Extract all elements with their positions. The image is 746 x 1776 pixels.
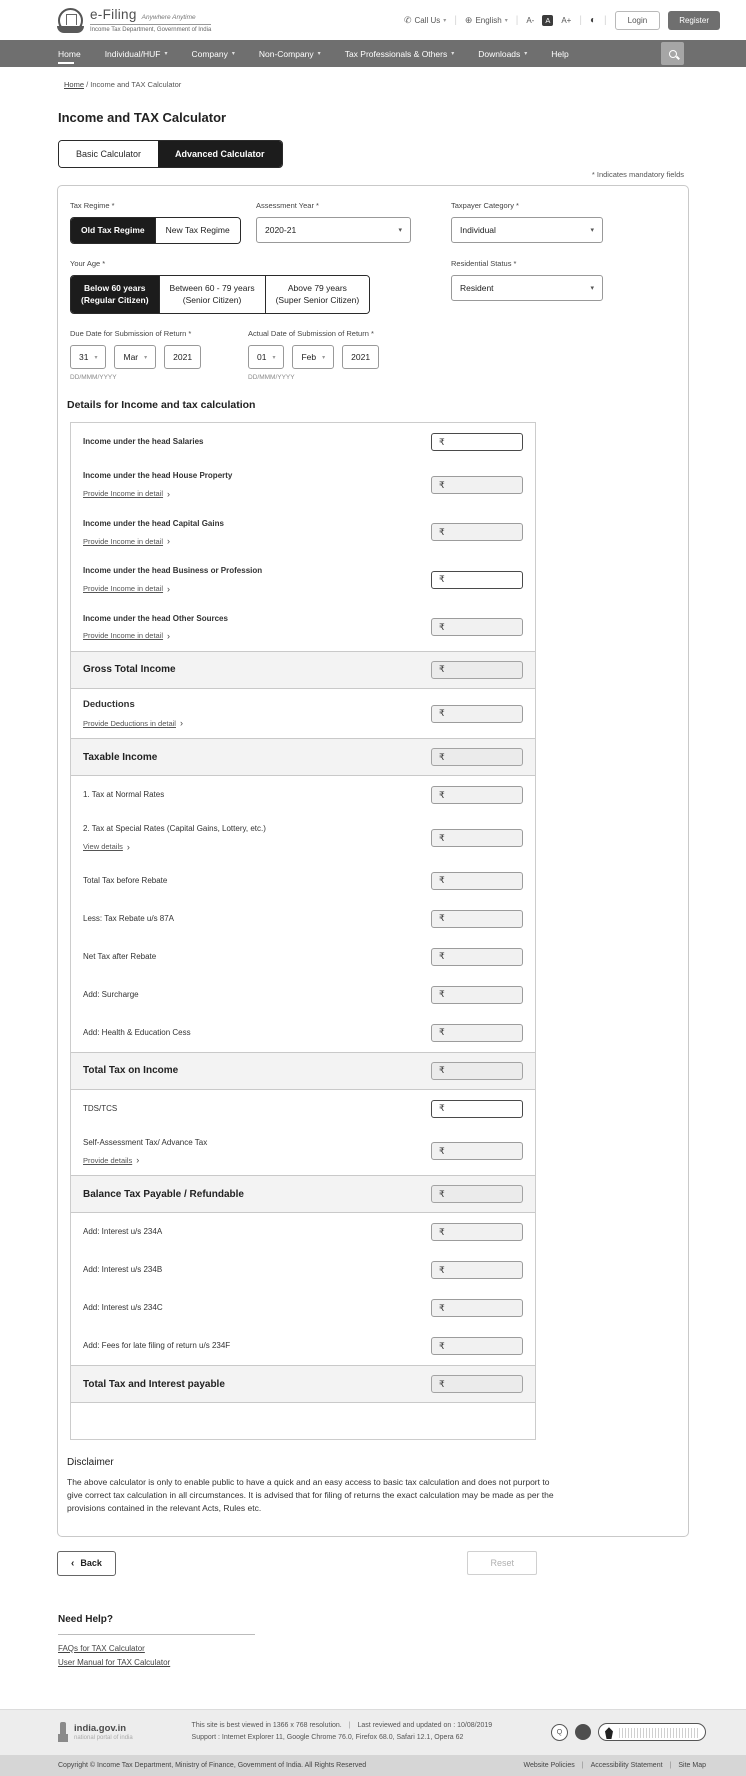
footer-link-site-map[interactable]: Site Map bbox=[678, 1761, 706, 1769]
row-label: Income under the head Other Sources bbox=[83, 613, 228, 623]
rupee-symbol: ₹ bbox=[439, 1340, 445, 1351]
chevron-down-icon: ▾ bbox=[451, 51, 455, 57]
rupee-symbol: ₹ bbox=[439, 1027, 445, 1038]
chevron-right-icon: › bbox=[167, 583, 171, 594]
rupee-symbol: ₹ bbox=[439, 1264, 445, 1275]
divider: | bbox=[515, 14, 519, 26]
amount-input[interactable] bbox=[431, 1142, 523, 1160]
amount-input[interactable] bbox=[431, 910, 523, 928]
font-decrease-button[interactable]: A- bbox=[526, 15, 535, 25]
divider: | bbox=[604, 14, 607, 26]
row-label: Income under the head House Property bbox=[83, 471, 233, 481]
row-add-health-education-cess bbox=[71, 1014, 535, 1052]
actual-date-day-select[interactable] bbox=[248, 345, 284, 369]
call-us-label: Call Us bbox=[414, 15, 441, 25]
chevron-down-icon: ▾ bbox=[272, 354, 276, 361]
brand-name: e-Filing bbox=[90, 7, 137, 22]
assessment-year-select[interactable] bbox=[256, 217, 411, 243]
row-income-under-the-head-capital-gains bbox=[71, 509, 535, 556]
assessment-year-value: 2020-21 bbox=[265, 225, 297, 235]
link-provide-income-in-detail[interactable]: Provide Income in detail › bbox=[83, 630, 171, 641]
amount-output bbox=[431, 1375, 523, 1393]
portal-subtitle: national portal of india bbox=[74, 1735, 133, 1742]
disclaimer bbox=[67, 1457, 676, 1516]
rupee-symbol: ₹ bbox=[439, 1103, 445, 1114]
due-date-month-select[interactable] bbox=[114, 345, 156, 369]
chevron-down-icon: ▾ bbox=[144, 354, 148, 361]
summary-row-gross-total-income bbox=[71, 651, 535, 689]
nav-item-individual-huf[interactable]: Individual/HUF ▾ bbox=[104, 48, 168, 59]
age-option-above-79-years[interactable]: Above 79 years (Super Senior Citizen) bbox=[265, 276, 370, 313]
chevron-right-icon: › bbox=[126, 841, 130, 852]
best-viewed-text: This site is best viewed in 1366 x 768 resolution. bbox=[191, 1721, 342, 1729]
chevron-down-icon: ▾ bbox=[317, 51, 321, 57]
call-us-menu[interactable] bbox=[404, 15, 446, 26]
regime-option-old-tax-regime[interactable]: Old Tax Regime bbox=[71, 218, 155, 243]
amount-input[interactable] bbox=[431, 476, 523, 494]
link-provide-deductions-in-detail[interactable]: Provide Deductions in detail › bbox=[83, 718, 183, 729]
rupee-symbol: ₹ bbox=[439, 913, 445, 924]
nav-item-non-company[interactable]: Non-Company ▾ bbox=[258, 48, 321, 59]
amount-input[interactable] bbox=[431, 433, 523, 451]
residential-status-label: Residential Status * bbox=[451, 259, 517, 269]
chevron-down-icon: ▾ bbox=[590, 285, 594, 293]
divider: | bbox=[454, 14, 457, 26]
chevron-down-icon: ▾ bbox=[94, 354, 98, 361]
amount-input[interactable] bbox=[431, 948, 523, 966]
amount-output bbox=[431, 661, 523, 679]
amount-input[interactable] bbox=[431, 872, 523, 890]
last-updated-text: Last reviewed and updated on : 10/08/2019 bbox=[357, 1721, 493, 1729]
rupee-symbol: ₹ bbox=[439, 1226, 445, 1237]
mandatory-fields-note: * Indicates mandatory fields bbox=[591, 170, 684, 179]
row-income-under-the-head-business-or-profession bbox=[71, 556, 535, 603]
divider: | bbox=[579, 14, 582, 26]
reset-button[interactable]: Reset bbox=[467, 1551, 537, 1575]
summary-row-taxable-income bbox=[71, 738, 535, 776]
taxpayer-category-select[interactable] bbox=[451, 217, 603, 243]
summary-row-total-tax-and-interest-payable bbox=[71, 1365, 535, 1403]
brand-subtitle: Income Tax Department, Government of India bbox=[90, 27, 212, 33]
india-emblem-icon bbox=[58, 1722, 68, 1742]
row-label: Add: Interest u/s 234B bbox=[83, 1264, 163, 1274]
efiling-logo bbox=[58, 7, 211, 33]
details-section-heading: Details for Income and tax calculation bbox=[67, 399, 256, 412]
details-table bbox=[70, 422, 536, 1440]
your-age-label: Your Age * bbox=[70, 259, 106, 269]
row-deductions bbox=[71, 689, 535, 738]
calculator-tabs bbox=[58, 140, 283, 168]
amount-output bbox=[431, 748, 523, 766]
link-provide-income-in-detail[interactable]: Provide Income in detail › bbox=[83, 488, 171, 499]
copyright-bar bbox=[0, 1755, 746, 1776]
row-label: Add: Surcharge bbox=[83, 989, 139, 999]
row-add-surcharge bbox=[71, 976, 535, 1014]
taxpayer-category-value: Individual bbox=[460, 225, 496, 235]
amount-input[interactable] bbox=[431, 786, 523, 804]
row-tds-tcs bbox=[71, 1090, 535, 1128]
main-navbar bbox=[0, 40, 746, 67]
calculator-panel bbox=[57, 185, 689, 1537]
chevron-down-icon: ▾ bbox=[164, 51, 168, 57]
due-date-year-value: 2021 bbox=[173, 352, 193, 363]
chevron-down-icon: ▾ bbox=[504, 17, 508, 24]
actual-date-year-value: 2021 bbox=[351, 352, 371, 363]
link-provide-income-in-detail[interactable]: Provide Income in detail › bbox=[83, 536, 171, 547]
row-add-interest-u-s-234b bbox=[71, 1251, 535, 1289]
residential-status-value: Resident bbox=[460, 283, 494, 294]
row-less-tax-rebate-u-s-87a bbox=[71, 900, 535, 938]
footer-link-website-policies[interactable]: Website Policies bbox=[523, 1761, 575, 1769]
age-option-between-60-79-years[interactable]: Between 60 - 79 years (Senior Citizen) bbox=[159, 276, 265, 313]
need-help-section bbox=[58, 1614, 746, 1667]
language-label: English bbox=[475, 15, 502, 25]
page-title: Income and TAX Calculator bbox=[58, 110, 227, 125]
rupee-symbol: ₹ bbox=[439, 708, 445, 719]
rupee-symbol: ₹ bbox=[439, 1188, 445, 1199]
chevron-down-icon: ▾ bbox=[524, 51, 528, 57]
tab-basic-calculator[interactable]: Basic Calculator bbox=[59, 141, 158, 167]
top-header bbox=[0, 0, 746, 40]
nav-item-tax-professionals-others[interactable]: Tax Professionals & Others ▾ bbox=[344, 48, 455, 59]
rupee-symbol: ₹ bbox=[439, 1065, 445, 1076]
amount-output bbox=[431, 1185, 523, 1203]
link-view-details[interactable]: View details › bbox=[83, 841, 130, 852]
rupee-symbol: ₹ bbox=[439, 832, 445, 843]
amount-input[interactable] bbox=[431, 986, 523, 1004]
breadcrumb-current: Income and TAX Calculator bbox=[90, 80, 182, 89]
amount-input[interactable] bbox=[431, 1337, 523, 1355]
search-icon bbox=[669, 50, 677, 58]
summary-row-total-tax-on-income bbox=[71, 1052, 535, 1090]
rupee-symbol: ₹ bbox=[439, 875, 445, 886]
link-provide-income-in-detail[interactable]: Provide Income in detail › bbox=[83, 583, 171, 594]
copyright-text: Copyright © Income Tax Department, Ministry of Finance, Government of India. All Rights Reserved bbox=[58, 1761, 367, 1769]
back-label: Back bbox=[80, 1558, 102, 1569]
row-label: Self-Assessment Tax/ Advance Tax bbox=[83, 1137, 208, 1147]
certification-badges bbox=[551, 1723, 706, 1741]
row-net-tax-after-rebate bbox=[71, 938, 535, 976]
row-label: Total Tax before Rebate bbox=[83, 875, 168, 885]
rupee-symbol: ₹ bbox=[439, 751, 445, 762]
summary-label: Total Tax on Income bbox=[83, 1065, 179, 1077]
summary-row-balance-tax-payable-refundable bbox=[71, 1175, 535, 1213]
row-label: Add: Fees for late filing of return u/s 234F bbox=[83, 1340, 231, 1350]
amount-input[interactable] bbox=[431, 705, 523, 723]
nav-item-home[interactable]: Home bbox=[58, 40, 81, 67]
chevron-right-icon: › bbox=[136, 1155, 140, 1166]
chevron-right-icon: › bbox=[167, 536, 171, 547]
assessment-year-label: Assessment Year * bbox=[256, 201, 319, 210]
need-help-heading: Need Help? bbox=[58, 1614, 255, 1635]
chevron-right-icon: › bbox=[167, 630, 171, 641]
font-increase-button[interactable]: A+ bbox=[561, 15, 572, 25]
row-self-assessment-tax-advance-tax bbox=[71, 1128, 535, 1175]
row-label: 2. Tax at Special Rates (Capital Gains, Lottery, etc.) bbox=[83, 824, 266, 834]
summary-label: Gross Total Income bbox=[83, 664, 176, 676]
chevron-right-icon: › bbox=[179, 718, 183, 729]
chevron-left-icon: ‹ bbox=[71, 1557, 75, 1569]
disclaimer-text: The above calculator is only to enable public to have a quick and an easy access to basic tax calculation and does not purport to give correct tax calculation in all circumstances. It is advised that for filing of returns the exact calculation may be made as per the provisions contained in the relevant Acts, Rules etc. bbox=[67, 1477, 554, 1514]
rupee-symbol: ₹ bbox=[439, 436, 445, 447]
certification-badge-icon bbox=[575, 1724, 591, 1740]
nav-item-company[interactable]: Company ▾ bbox=[191, 48, 235, 59]
chevron-right-icon: › bbox=[167, 488, 171, 499]
amount-input[interactable] bbox=[431, 571, 523, 589]
actual-date-month-value: Feb bbox=[301, 352, 317, 363]
divider: | bbox=[348, 1721, 351, 1729]
chevron-down-icon: ▾ bbox=[590, 227, 594, 234]
due-date-label: Due Date for Submission of Return * bbox=[70, 329, 192, 339]
due-date-month-value: Mar bbox=[123, 352, 139, 363]
breadcrumb bbox=[64, 80, 746, 89]
help-link-user-manual-for-tax-calculator[interactable]: User Manual for TAX Calculator bbox=[58, 1657, 171, 1667]
amount-input[interactable] bbox=[431, 1024, 523, 1042]
row-label: 1. Tax at Normal Rates bbox=[83, 790, 165, 800]
row-add-interest-u-s-234c bbox=[71, 1289, 535, 1327]
age-toggle bbox=[70, 275, 370, 314]
actual-date-label: Actual Date of Submission of Return * bbox=[248, 329, 374, 339]
font-normal-button[interactable]: A bbox=[542, 15, 553, 26]
breadcrumb-separator: / bbox=[86, 80, 91, 89]
chevron-down-icon: ▾ bbox=[231, 51, 235, 57]
row-label: Net Tax after Rebate bbox=[83, 951, 157, 961]
rupee-symbol: ₹ bbox=[439, 789, 445, 800]
row-label: Income under the head Business or Profession bbox=[83, 566, 263, 576]
row-label: Deductions bbox=[83, 698, 135, 710]
globe-icon: ⊕ bbox=[464, 14, 473, 25]
tab-advanced-calculator[interactable]: Advanced Calculator bbox=[158, 141, 282, 167]
nav-item-help[interactable]: Help bbox=[551, 48, 569, 59]
rupee-symbol: ₹ bbox=[439, 526, 445, 537]
amount-input[interactable] bbox=[431, 1261, 523, 1279]
login-button[interactable]: Login bbox=[615, 11, 661, 30]
row-income-under-the-head-salaries bbox=[71, 423, 535, 461]
certification-badge-icon bbox=[598, 1723, 706, 1741]
rupee-symbol: ₹ bbox=[439, 989, 445, 1000]
actual-date-day-value: 01 bbox=[257, 352, 267, 363]
rupee-symbol: ₹ bbox=[439, 621, 445, 632]
india-gov-logo bbox=[58, 1722, 133, 1742]
summary-label: Balance Tax Payable / Refundable bbox=[83, 1188, 244, 1200]
actual-date-month-select[interactable] bbox=[292, 345, 334, 369]
amount-input[interactable] bbox=[431, 1100, 523, 1118]
row-label: Income under the head Capital Gains bbox=[83, 518, 224, 528]
amount-input[interactable] bbox=[431, 618, 523, 636]
taxpayer-category-label: Taxpayer Category * bbox=[451, 201, 519, 210]
rupee-symbol: ₹ bbox=[439, 951, 445, 962]
register-button[interactable]: Register bbox=[668, 11, 720, 30]
certification-badge-icon: Q bbox=[551, 1724, 568, 1741]
contrast-toggle-icon[interactable]: ◐ bbox=[589, 14, 597, 26]
row-total-tax-before-rebate bbox=[71, 862, 535, 900]
chevron-down-icon: ▾ bbox=[398, 227, 402, 234]
table-spacer bbox=[71, 1403, 535, 1439]
row-1-tax-at-normal-rates bbox=[71, 776, 535, 814]
rupee-symbol: ₹ bbox=[439, 664, 445, 675]
due-date-year-field[interactable] bbox=[164, 345, 201, 369]
row-label: Add: Interest u/s 234A bbox=[83, 1226, 163, 1236]
phone-icon: ✆ bbox=[403, 14, 412, 25]
chevron-down-icon: ▾ bbox=[443, 17, 447, 24]
browser-support-text: Support : Internet Explorer 11, Google Chrome 76.0, Firefox 68.0, Safari 12.1, Opera 62 bbox=[191, 1734, 464, 1742]
disclaimer-heading: Disclaimer bbox=[67, 1457, 114, 1469]
row-label: Income under the head Salaries bbox=[83, 437, 204, 447]
rupee-symbol: ₹ bbox=[439, 1145, 445, 1156]
regime-option-new-tax-regime[interactable]: New Tax Regime bbox=[155, 218, 240, 243]
divider: | bbox=[581, 1761, 584, 1769]
row-label: Add: Health & Education Cess bbox=[83, 1027, 191, 1037]
rupee-symbol: ₹ bbox=[439, 479, 445, 490]
footer bbox=[0, 1709, 746, 1755]
due-date-day-select[interactable] bbox=[70, 345, 106, 369]
income-tax-emblem-icon bbox=[58, 8, 83, 33]
actual-date-year-field[interactable] bbox=[342, 345, 379, 369]
link-provide-details[interactable]: Provide details › bbox=[83, 1155, 140, 1166]
rupee-symbol: ₹ bbox=[439, 1302, 445, 1313]
chevron-down-icon: ▾ bbox=[322, 354, 326, 361]
row-income-under-the-head-house-property bbox=[71, 461, 535, 508]
residential-status-select[interactable] bbox=[451, 275, 603, 301]
due-date-format-hint: DD/MMM/YYYY bbox=[70, 374, 117, 382]
summary-label: Taxable Income bbox=[83, 751, 158, 763]
back-button[interactable] bbox=[57, 1551, 116, 1576]
search-button[interactable] bbox=[661, 42, 684, 65]
nav-item-downloads[interactable]: Downloads ▾ bbox=[478, 48, 528, 59]
due-date-day-value: 31 bbox=[79, 352, 89, 363]
tax-regime-toggle bbox=[70, 217, 241, 244]
row-label: TDS/TCS bbox=[83, 1103, 118, 1113]
amount-input[interactable] bbox=[431, 1299, 523, 1317]
amount-output bbox=[431, 1062, 523, 1080]
tax-regime-label: Tax Regime * bbox=[70, 201, 115, 210]
row-add-fees-for-late-filing-of-return-u-s-234f bbox=[71, 1327, 535, 1365]
row-2-tax-at-special-rates-capital-gains-lottery-etc bbox=[71, 814, 535, 861]
footer-link-accessibility-statement[interactable]: Accessibility Statement bbox=[590, 1761, 663, 1769]
portal-name: india.gov.in bbox=[74, 1723, 127, 1735]
summary-label: Total Tax and Interest payable bbox=[83, 1378, 225, 1390]
actual-date-format-hint: DD/MMM/YYYY bbox=[248, 374, 295, 382]
row-add-interest-u-s-234a bbox=[71, 1213, 535, 1251]
help-link-faqs-for-tax-calculator[interactable]: FAQs for TAX Calculator bbox=[58, 1643, 145, 1653]
rupee-symbol: ₹ bbox=[439, 574, 445, 585]
brand-tagline: Anywhere Anytime bbox=[141, 14, 196, 21]
row-income-under-the-head-other-sources bbox=[71, 604, 535, 651]
amount-input[interactable] bbox=[431, 1223, 523, 1241]
amount-input[interactable] bbox=[431, 829, 523, 847]
language-menu[interactable] bbox=[465, 15, 508, 26]
divider: | bbox=[669, 1761, 672, 1769]
age-option-below-60-years[interactable]: Below 60 years (Regular Citizen) bbox=[71, 276, 159, 313]
amount-input[interactable] bbox=[431, 523, 523, 541]
row-label: Less: Tax Rebate u/s 87A bbox=[83, 913, 175, 923]
breadcrumb-home-link[interactable]: Home bbox=[64, 80, 85, 89]
rupee-symbol: ₹ bbox=[439, 1378, 445, 1389]
row-label: Add: Interest u/s 234C bbox=[83, 1302, 163, 1312]
